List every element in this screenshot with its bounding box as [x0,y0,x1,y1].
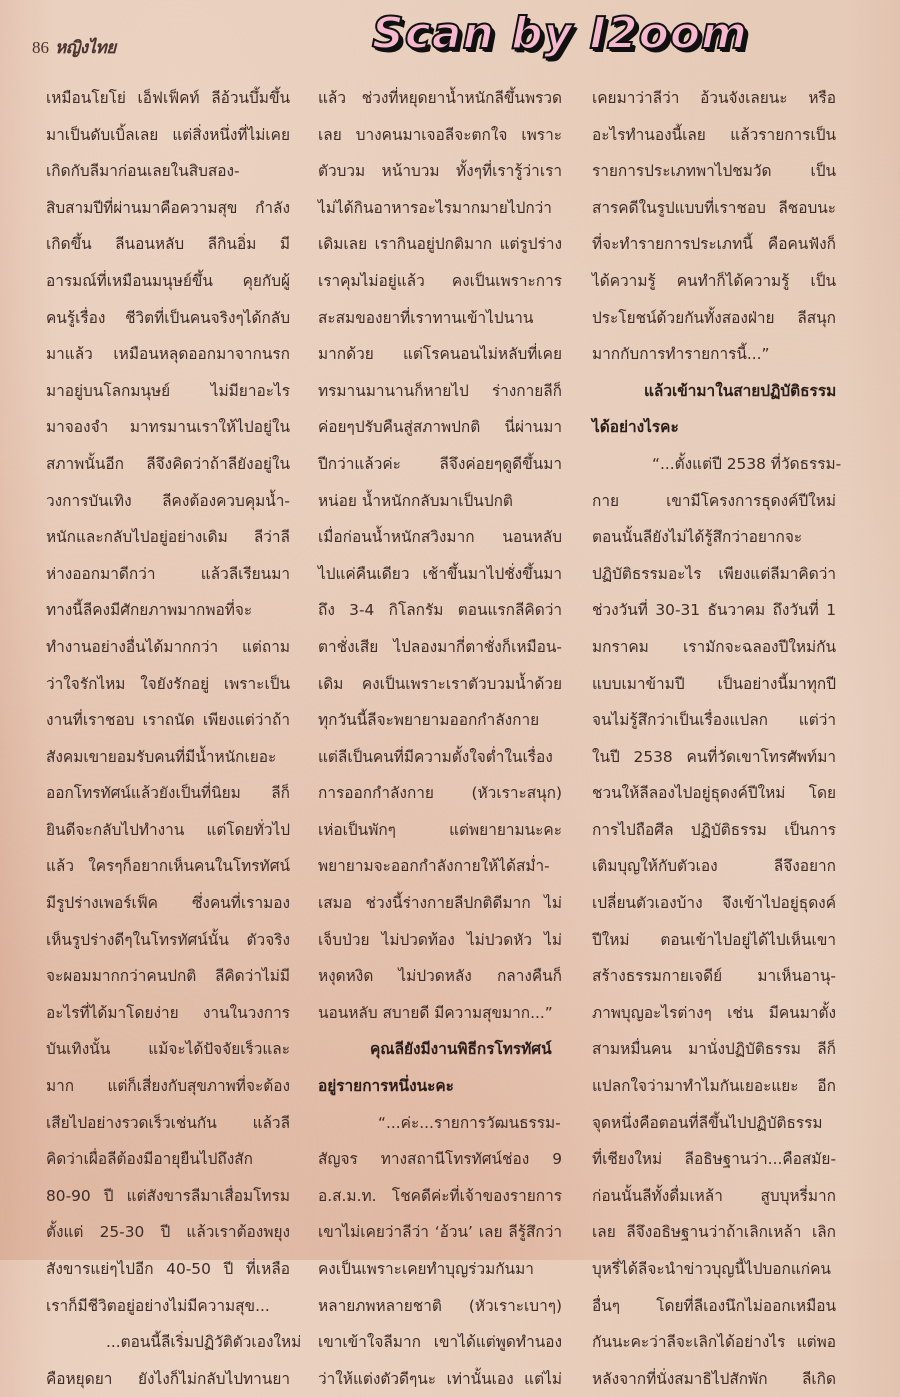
text-line: การออกกำลังกาย (หัวเราะสนุก) [318,784,562,803]
text-line: เดิมเลย เรากินอยู่ปกติมาก แต่รูปร่าง [318,235,562,254]
text-line: เหมือนโยโย่ เอ็ฟเฟ็คท์ ลีอ้วนบึ้มขึ้น [46,89,290,107]
text-line: ถึง 3-4 กิโลกรัม ตอนแรกลีคิดว่า [318,601,562,620]
text-line: ห่างออกมาดีกว่า แล้วลีเรียนมา [46,564,290,583]
text-line: สภาพนั้นอีก ลีจึงคิดว่าถ้าลียังอยู่ใน [46,454,290,473]
text-line: สร้างธรรมกายเจดีย์ มาเห็นอานุ- [592,967,836,986]
text-line: ช่วงวันที่ 30-31 ธันวาคม ถึงวันที่ 1 [592,601,836,620]
text-line: ปฏิบัติธรรมอะไร เพียงแต่ลีมาคิดว่า [592,564,836,583]
text-line: สังคมเขายอมรับคนที่มีน้ำหนักเยอะ [46,747,277,766]
text-line: ค่อยๆปรับคืนสู่สภาพปกติ นี่ผ่านมา [318,418,562,437]
text-line: ไม่ได้กินอาหารอะไรมากมายไปกว่า [318,198,552,217]
text-line: เกิดขึ้น ลีนอนหลับ ลีกินอิ่ม มี [46,235,290,254]
text-line: เจ็บป่วย ไม่ปวดท้อง ไม่ปวดหัว ไม่ [318,930,562,949]
text-column-3 [592,80,842,1397]
text-line: จนไม่รู้สึกว่าเป็นเรื่องแปลก แต่ว่า [592,711,836,730]
text-line: ที่เชียงใหม่ ลีอธิษฐานว่า...คือสมัย- [592,1150,836,1169]
paragraph-start-line: ...ตอนนี้ลีเริ่มปฏิวัติตัวเองใหม่ [106,1333,302,1352]
text-line: อะไรทำนองนี้เลย แล้วรายการเป็น [592,125,836,144]
text-line: ว่าใจรักไหม ใจยังรักอยู่ เพราะเป็น [46,674,290,693]
text-line: สิบสามปีที่ผ่านมาคือความสุข กำลัง [46,198,290,217]
text-line: จุดหนึ่งคือตอนที่ลีขึ้นไปปฏิบัติธรรม [592,1113,823,1132]
text-line: ตั้งแต่ 25-30 ปี แล้วเราต้องพยุง [46,1223,290,1242]
text-line: เลย ลีจึงอธิษฐานว่าถ้าเลิกเหล้า เลิก [592,1223,836,1242]
text-line: อะไรที่ได้มาโดยง่าย งานในวงการ [46,1003,290,1022]
text-line: แบบเมาข้ามปี เป็นอย่างนี้มาทุกปี [592,674,836,693]
text-line: ที่จะทำรายการประเภทนี้ คือคนฟังก็ [592,235,836,254]
text-line: คือหยุดยา ยังไงก็ไม่กลับไปทานยา [46,1369,290,1388]
text-line: เห็นรูปร่างดีๆในโทรทัศน์นั้น ตัวจริง [46,930,290,949]
page-header [32,34,116,61]
text-line: มาอยู่บนโลกมนุษย์ ไม่มียาอะไร [46,381,290,400]
text-line: ไปแค่คืนเดียว เช้าขึ้นมาไปชั่งขึ้นมา [318,564,562,583]
text-line: มาจองจำ มาทรมานเราให้ไปอยู่ใน [46,418,290,437]
text-line: เมื่อก่อนน้ำหนักสวิงมาก นอนหลับ [318,528,562,547]
interview-question: ได้อย่างไรคะ [592,418,679,437]
text-line: ในปี 2538 คนที่วัดเขาโทรศัพท์มา [592,747,836,766]
text-line: แต่ลีเป็นคนที่มีความตั้งใจต่ำในเรื่อง [318,747,553,766]
magazine-name: หญิงไทย [55,38,116,57]
text-line: วงการบันเทิง ลีคงต้องควบคุมน้ำ- [46,491,290,510]
interview-question: แล้วเข้ามาในสายปฏิบัติธรรม [644,381,837,400]
text-line: สังขารแย่ๆไปอีก 40-50 ปี ที่เหลือ [46,1260,290,1278]
text-line: อื่นๆ โดยที่ลีเองนึกไม่ออกเหมือน [592,1296,836,1315]
text-line: สารคดีในรูปแบบที่เราชอบ ลีชอบนะ [592,198,836,217]
text-line: มากกับการทำรายการนี้...” [592,345,770,364]
text-line: แล้ว ใครๆก็อยากเห็นคนในโทรทัศน์ [46,857,290,876]
text-line: แล้ว ช่วงที่หยุดยาน้ำหนักลีขึ้นพรวด [318,89,562,107]
text-line: ว่าให้แต่งตัวดีๆนะ เท่านั้นเอง แต่ไม่ [318,1369,562,1388]
text-line: เติมบุญให้กับตัวเอง ลีจึงอยาก [592,857,836,876]
text-line: สามหมื่นคน มานั่งปฏิบัติธรรม ลีก็ [592,1040,836,1059]
text-line: ปีกว่าแล้วค่ะ ลีจึงค่อยๆดูดีขึ้นมา [318,454,562,473]
text-line: คนรู้เรื่อง ชีวิตที่เป็นคนจริงๆได้กลับ [46,308,290,327]
paragraph-start-line: “...ค่ะ...รายการวัฒนธรรม- [378,1113,561,1132]
text-line: ทุกวันนี้ลีจะพยายามออกกำลังกาย [318,711,540,730]
scan-watermark: Scan by I2oom [372,8,748,59]
text-line: ตาชั่งเสีย ไปลองมากี่ตาชั่งก็เหมือน- [318,637,562,656]
text-line: ออกโทรทัศน์แล้วยังเป็นที่นิยม ลีก็ [46,784,290,803]
paragraph-start-line: “...ตั้งแต่ปี 2538 ที่วัดธรรม- [652,454,842,473]
text-line: ทางนี้ลีคงมีศักยภาพมากพอที่จะ [46,601,253,620]
text-line: ก่อนนั้นลีทั้งดื่มเหล้า สูบบุหรี่มาก [592,1186,836,1205]
text-line: บุหรี่ได้ลีจะนำข่าวบุญนี้ไปบอกแก่คน [592,1260,831,1278]
text-line: ยินดีจะกลับไปทำงาน แต่โดยทั่วไป [46,820,290,839]
text-line: เปลี่ยนตัวเองบ้าง จึงเข้าไปอยู่ธุดงค์ [592,894,836,913]
text-line: เคยมาว่าลีว่า อ้วนจังเลยนะ หรือ [592,89,836,107]
text-line: ตอนนั้นลียังไม่ได้รู้สึกว่าอยากจะ [592,528,803,547]
text-line: เขาไม่เคยว่าลีว่า ‘อ้วน’ เลย ลีรู้สึกว่า [318,1223,562,1242]
text-line: สัญจร ทางสถานีโทรทัศน์ช่อง 9 [318,1150,562,1169]
text-line: 80-90 ปี แต่สังขารลีมาเสื่อมโทรม [46,1186,290,1205]
text-line: หงุดหงิด ไม่ปวดหลัง กลางคืนก็ [318,967,562,986]
text-line: กันนะคะว่าลีจะเลิกได้อย่างไร แต่พอ [592,1333,836,1352]
text-line: นอนหลับ สบายดี มีความสุขมาก...” [318,1003,553,1022]
text-line: รายการประเภทพาไปชมวัด เป็น [592,162,836,181]
text-line: กาย เขามีโครงการธุดงค์ปีใหม่ [592,491,836,510]
text-line: จะผอมมากกว่าคนปกติ ลีคิดว่าไม่มี [46,967,290,986]
text-line: งานที่เราชอบ เราถนัด เพียงแต่ว่าถ้า [46,711,290,730]
text-line: มกราคม เรามักจะฉลองปีใหม่กัน [592,637,836,656]
text-line: การไปถือศีล ปฏิบัติธรรม เป็นการ [592,820,836,839]
text-column-1 [46,80,302,1397]
text-line: พยายามจะออกกำลังกายให้ได้สม่ำ- [318,857,550,876]
page-number: 86 [32,38,49,57]
text-line: เดิม คงเป็นเพราะเราตัวบวมน้ำด้วย [318,674,562,693]
text-line: เสียไปอย่างรวดเร็วเช่นกัน แล้วลี [46,1113,290,1132]
text-line: ทรมานมานานก็หายไป ร่างกายลีก็ [318,381,562,400]
text-column-2 [318,80,562,1397]
text-line: เราก็มีชีวิตอยู่อย่างไม่มีความสุข... [46,1296,270,1315]
text-line: เห่อเป็นพักๆ แต่พยายามนะคะ [318,820,562,839]
text-line: เลย บางคนมาเจอลีจะตกใจ เพราะ [318,125,562,144]
text-line: แปลกใจว่ามาทำไมกันเยอะแยะ อีก [592,1077,836,1096]
text-line: เสมอ ช่วงนี้ร่างกายลีปกติดีมาก ไม่ [318,894,562,913]
text-line: ประโยชน์ด้วยกันทั้งสองฝ่าย ลีสนุก [592,308,836,327]
interview-question: อยู่รายการหนึ่งนะคะ [318,1077,454,1096]
text-line: เขาเข้าใจลีมาก เขาได้แต่พูดทำนอง [318,1333,562,1352]
text-line: คิดว่าเผื่อลีต้องมีอายุยืนไปถึงสัก [46,1150,253,1169]
text-line: หนักและกลับไปอยู่อย่างเดิม ลีว่าลี [46,528,290,547]
text-line: อารมณ์ที่เหมือนมนุษย์ขึ้น คุยกับผู้ [46,271,290,290]
text-line: ได้ความรู้ คนทำก็ได้ความรู้ เป็น [592,271,836,290]
text-line: ปีใหม่ ตอนเข้าไปอยู่ได้ไปเห็นเขา [592,930,836,949]
text-line: มากด้วย แต่โรคนอนไม่หลับที่เคย [318,345,562,364]
text-line: ทำงานอย่างอื่นได้มากกว่า แต่ถาม [46,637,290,656]
text-line: เราคุมไม่อยู่แล้ว คงเป็นเพราะการ [318,271,562,290]
text-line: มาแล้ว เหมือนหลุดออกมาจากนรก [46,345,290,364]
text-line: มีรูปร่างเพอร์เฟ็ค ซึ่งคนที่เรามอง [46,894,290,913]
text-line: หน่อย น้ำหนักกลับมาเป็นปกติ [318,491,513,510]
text-line: หลังจากที่นั่งสมาธิไปสักพัก ลีเกิด [592,1369,836,1388]
interview-question: คุณลียังมีงานพิธีกรโทรทัศน์ [370,1040,552,1059]
text-line: สะสมของยาที่เราทานเข้าไปนาน [318,308,534,327]
text-line: บันเทิงนั้น แม้จะได้ปัจจัยเร็วและ [46,1040,290,1059]
text-line: มาเป็นดับเบิ้ลเลย แต่สิ่งหนึ่งที่ไม่เคย [46,125,290,144]
text-line: อ.ส.ม.ท. โชคดีค่ะที่เจ้าของรายการ [318,1186,562,1205]
text-line: ภาพบุญอะไรต่างๆ เช่น มีคนมาตั้ง [592,1003,836,1022]
text-line: คงเป็นเพราะเคยทำบุญร่วมกันมา [318,1260,534,1278]
text-line: ชวนให้ลีลองไปอยู่ธุดงค์ปีใหม่ โดย [592,784,836,803]
text-line: ตัวบวม หน้าบวม ทั้งๆที่เรารู้ว่าเรา [318,162,562,181]
text-line: มาก แต่ก็เสี่ยงกับสุขภาพที่จะต้อง [46,1077,290,1096]
text-line: เกิดกับลีมาก่อนเลยในสิบสอง- [46,162,240,181]
text-line: หลายภพหลายชาติ (หัวเราะเบาๆ) [318,1296,562,1315]
